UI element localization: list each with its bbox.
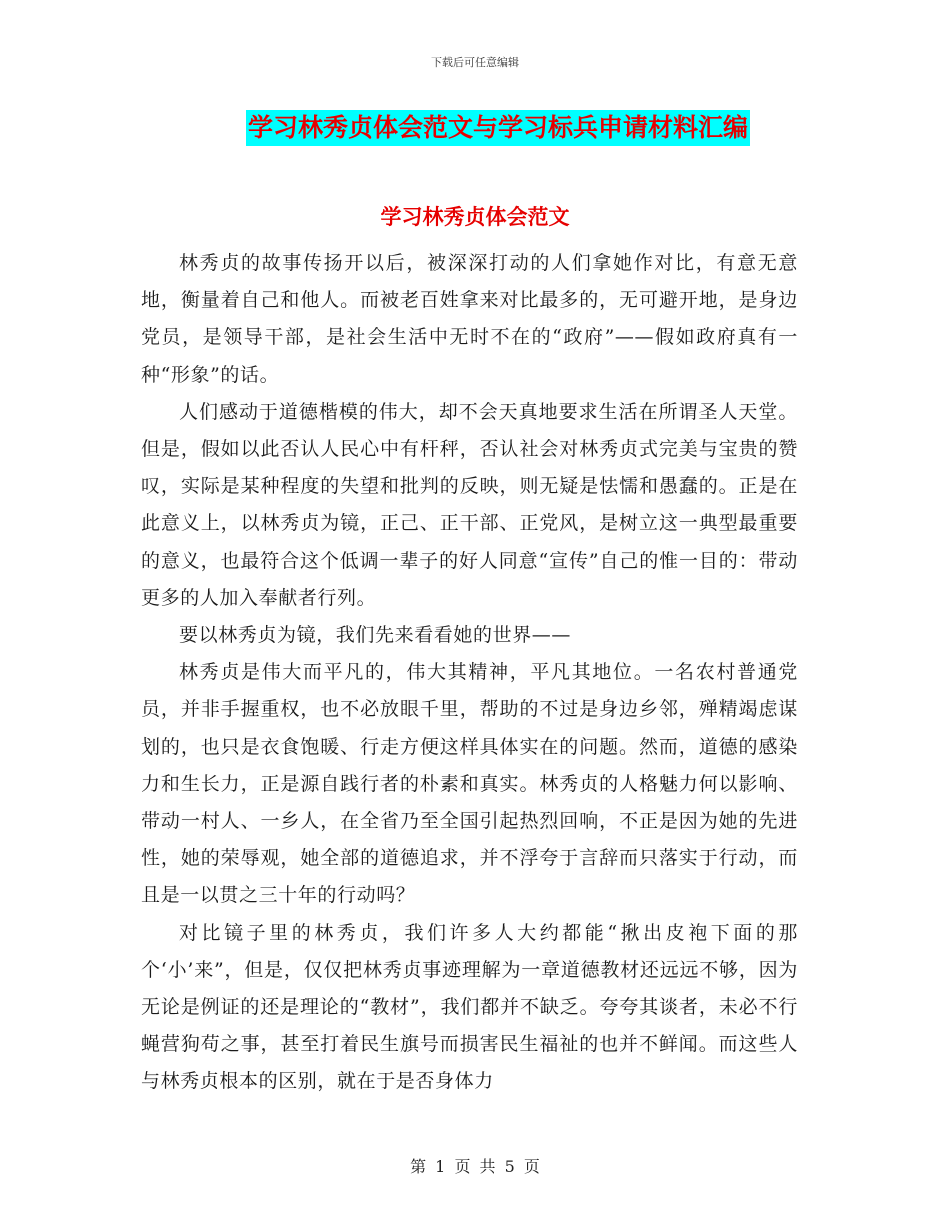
paragraph: 林秀贞的故事传扬开以后，被深深打动的人们拿她作对比，有意无意地，衡量着自己和他人。而被老百姓拿来对比最多的，无可避开地，是身边党员，是领导干部，是社会生活中无时不在的“政府”——假如政府真有一种“形象”的话。	[141, 252, 798, 386]
paragraph: 对比镜子里的林秀贞，我们许多人大约都能“揪出皮袍下面的那个‘小’来”，但是，仅仅把林秀贞事迹理解为一章道德教材还远远不够，因为无论是例证的还是理论的“教材”，我们都并不缺乏。夸夸其谈者，未必不行蝇营狗苟之事，甚至打着民生旗号而损害民生福祉的也并不鲜闻。而这些人与林秀贞根本的区别，就在于是否身体力	[141, 921, 798, 1093]
header-note: 下载后可任意编辑	[431, 56, 519, 69]
main-title-container	[0, 110, 950, 146]
paragraph: 林秀贞是伟大而平凡的，伟大其精神，平凡其地位。一名农村普通党员，并非手握重权，也不必放眼千里，帮助的不过是身边乡邻，殚精竭虑谋划的，也只是衣食饱暖、行走方便这样具体实在的问题。然而，道德的感染力和生长力，正是源自践行者的朴素和真实。林秀贞的人格魅力何以影响、带动一村人、一乡人，在全省乃至全国引起热烈回响，不正是因为她的先进性，她的荣辱观，她全部的道德追求，并不浮夸于言辞而只落实于行动，而且是一以贯之三十年的行动吗？	[141, 661, 798, 907]
main-title: 学习林秀贞体会范文与学习标兵申请材料汇编	[246, 110, 750, 146]
paragraph: 人们感动于道德楷模的伟大，却不会天真地要求生活在所谓圣人天堂。但是，假如以此否认人民心中有杆秤，否认社会对林秀贞式完美与宝贵的赞叹，实际是某种程度的失望和批判的反映，则无疑是怯懦和愚蠢的。正是在此意义上，以林秀贞为镜，正己、正干部、正党风，是树立这一典型最重要的意义，也最符合这个低调一辈子的好人同意“宣传”自己的惟一目的：带动更多的人加入奉献者行列。	[141, 400, 798, 609]
section-title: 学习林秀贞体会范文	[380, 205, 570, 229]
paragraph: 要以林秀贞为镜，我们先来看看她的世界——	[179, 624, 572, 647]
article-body	[141, 245, 798, 1101]
page-number: 第 1 页 共 5 页	[410, 1157, 540, 1176]
